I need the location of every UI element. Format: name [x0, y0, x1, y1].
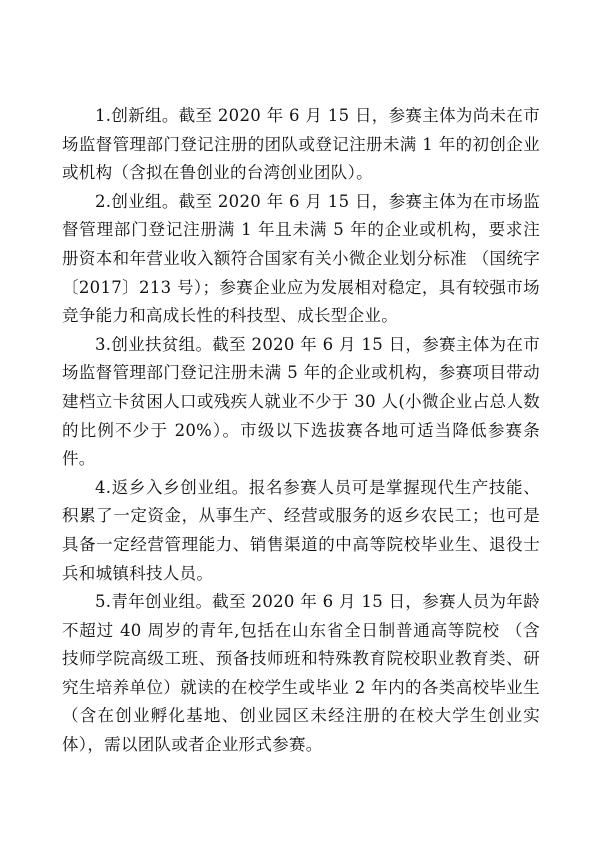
paragraph-returning-home-group: 4.返乡入乡创业组。报名参赛人员可是掌握现代生产技能、积累了一定资金，从事生产、经营或服务的返乡农民工；也可是具备一定经营管理能力、销售渠道的中高等院校毕业生、退役士兵和城镇科技人员。	[62, 477, 540, 583]
document-body	[62, 102, 540, 760]
paragraph-youth-group: 5.青年创业组。截至 2020 年 6 月 15 日，参赛人员为年龄不超过 40 周岁的青年,包括在山东省全日制普通高等院校 （含技师学院高级工班、预备技师班和特殊教育院校职业教育类、研究生培养单位）就读的在校学生或毕业 2 年内的各类高校毕业生（含在创业孵化基地、创业园区未经注册的在校大学生创业实体），需以团队或者企业形式参赛。	[62, 592, 540, 755]
paragraph-startup-group: 2.创业组。截至 2020 年 6 月 15 日，参赛主体为在市场监督管理部门登记注册满 1 年且未满 5 年的企业或机构，要求注册资本和年营业收入额符合国家有关小微企业划分标准 （国统字〔2017〕213 号）；参赛企业应为发展相对稳定，具有较强市场竞争能力和高成长性的科技型、成长型企业。	[62, 191, 540, 326]
paragraph-poverty-alleviation-group: 3.创业扶贫组。截至 2020 年 6 月 15 日，参赛主体为在市场监督管理部门登记注册未满 5 年的企业或机构，参赛项目带动建档立卡贫困人口或残疾人就业不少于 30 人(小微企业占总人数的比例不少于 20%）。市级以下选拔赛各地可适当降低参赛条件。	[62, 334, 540, 469]
paragraph-innovation-group: 1.创新组。截至 2020 年 6 月 15 日，参赛主体为尚未在市场监督管理部门登记注册的团队或登记注册未满 1 年的初创企业或机构（含拟在鲁创业的台湾创业团队）。	[62, 106, 540, 183]
